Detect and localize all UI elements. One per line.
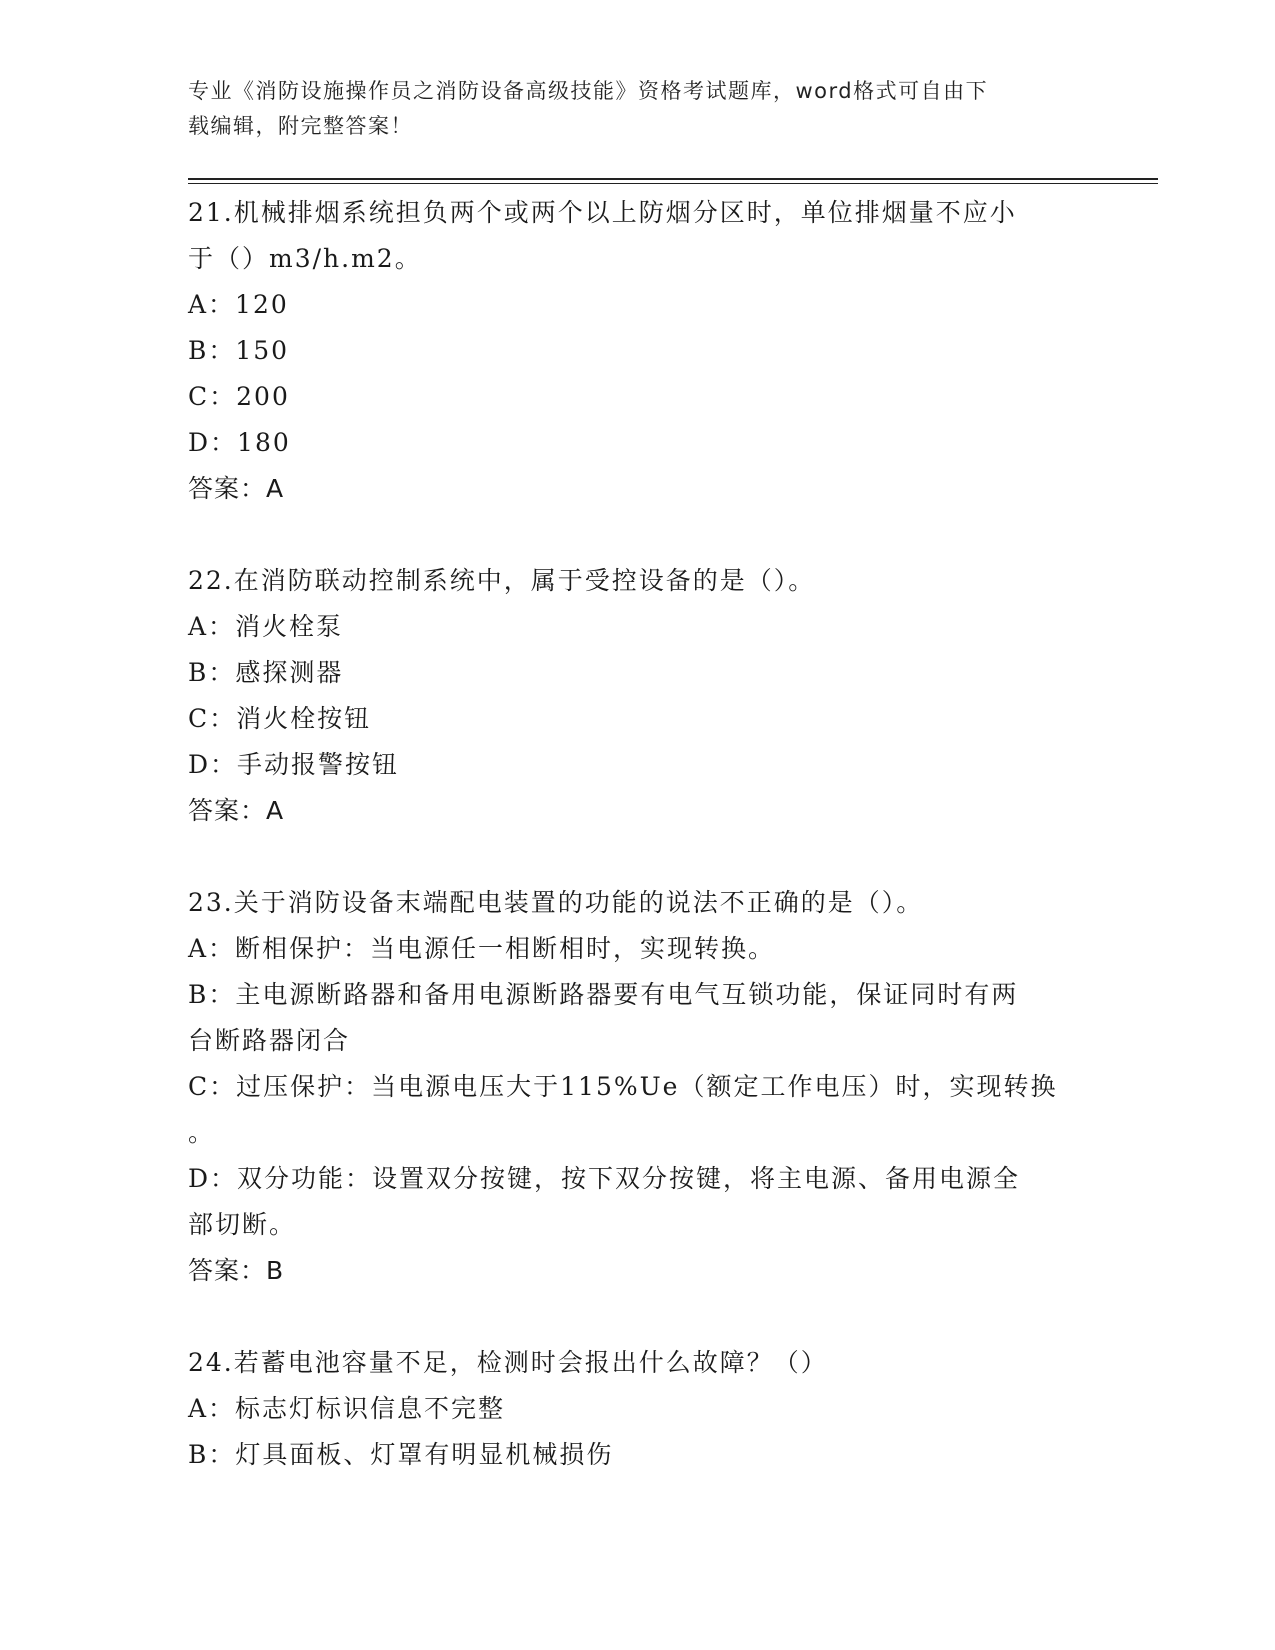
answer-option: D：180	[188, 428, 291, 457]
answer-option: D：双分功能：设置双分按键，按下双分按键，将主电源、备用电源全	[188, 1164, 1021, 1193]
answer-option: A：断相保护：当电源任一相断相时，实现转换。	[188, 934, 776, 963]
answer-option: C：消火栓按钮	[188, 704, 372, 733]
header-rule-thick	[188, 178, 1158, 180]
answer-option: B：感探测器	[188, 658, 344, 687]
correct-answer: 答案：A	[188, 796, 285, 825]
question-stem: 于（）m3/h.m2。	[188, 244, 422, 273]
question-block	[188, 880, 1088, 1294]
answer-option: C：200	[188, 382, 290, 411]
document-header	[188, 74, 1068, 144]
answer-option: 台断路器闭合	[188, 1026, 351, 1055]
answer-option: A：120	[188, 290, 289, 319]
answer-option: B：150	[188, 336, 290, 365]
header-line-1: 专业《消防设施操作员之消防设备高级技能》资格考试题库，word格式可自由下	[188, 79, 989, 103]
answer-option: B：灯具面板、灯罩有明显机械损伤	[188, 1440, 614, 1469]
question-block	[188, 558, 1088, 834]
answer-option: C：过压保护：当电源电压大于115%Ue（额定工作电压）时，实现转换	[188, 1072, 1058, 1101]
answer-option: 部切断。	[188, 1210, 297, 1239]
question-stem: 24.若蓄电池容量不足，检测时会报出什么故障？（）	[188, 1348, 828, 1377]
question-block	[188, 190, 1088, 512]
header-rule-thin	[188, 183, 1158, 184]
answer-option: A：消火栓泵	[188, 612, 344, 641]
answer-option: A：标志灯标识信息不完整	[188, 1394, 506, 1423]
question-stem: 22.在消防联动控制系统中，属于受控设备的是（）。	[188, 566, 816, 595]
correct-answer: 答案：A	[188, 474, 285, 503]
answer-option: D：手动报警按钮	[188, 750, 400, 779]
answer-option: B：主电源断路器和备用电源断路器要有电气互锁功能，保证同时有两	[188, 980, 1019, 1009]
question-block	[188, 1340, 1088, 1478]
question-stem: 23.关于消防设备末端配电装置的功能的说法不正确的是（）。	[188, 888, 924, 917]
correct-answer: 答案：B	[188, 1256, 285, 1285]
answer-option: 。	[188, 1118, 216, 1147]
header-line-2: 载编辑，附完整答案！	[188, 114, 413, 138]
question-list	[188, 190, 1088, 1524]
question-stem: 21.机械排烟系统担负两个或两个以上防烟分区时，单位排烟量不应小	[188, 198, 1017, 227]
